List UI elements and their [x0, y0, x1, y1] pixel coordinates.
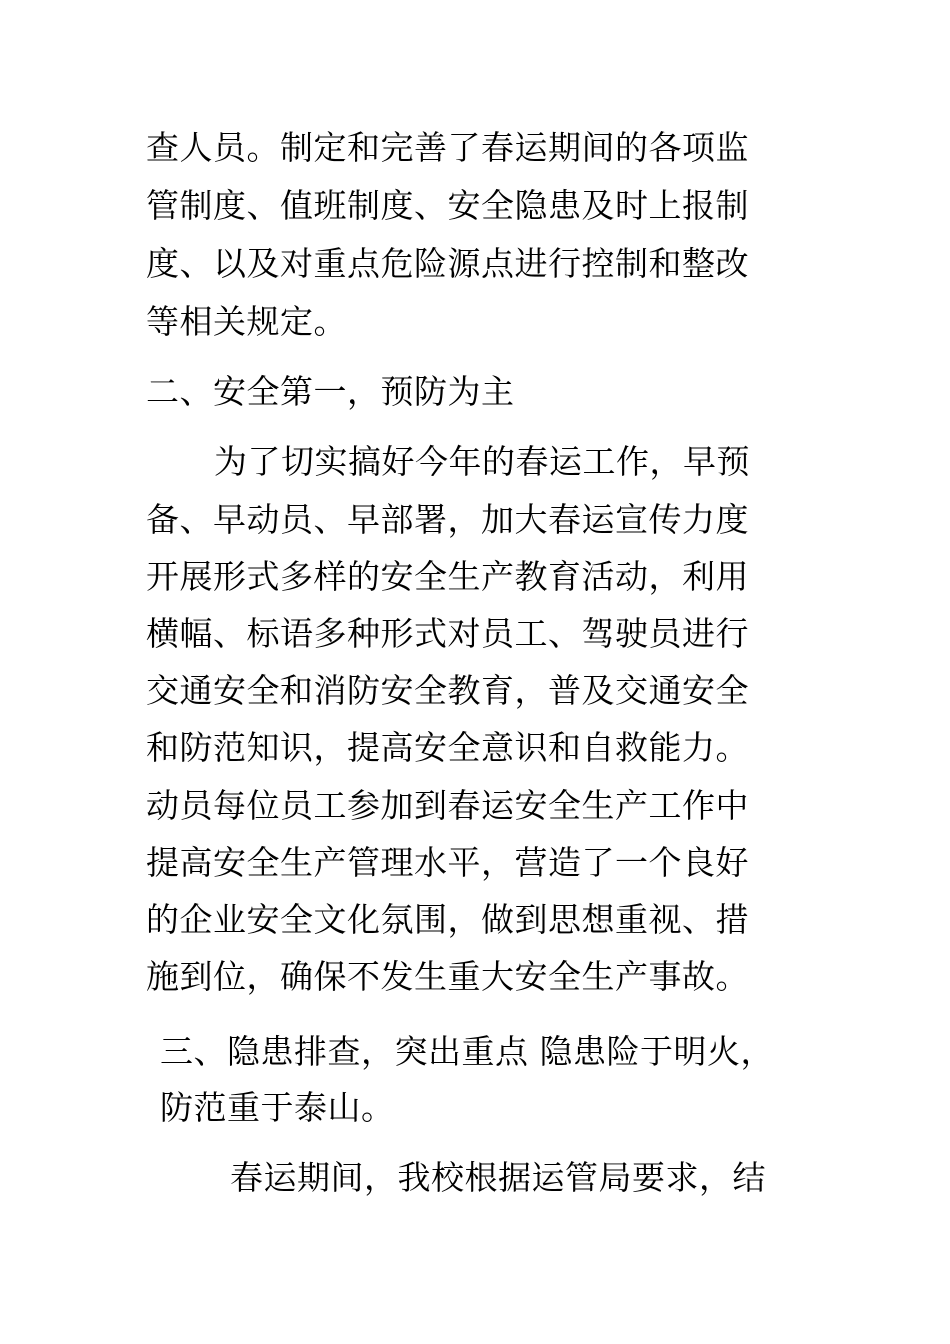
section-heading: 三、隐患排查，突出重点 隐患险于明火，: [160, 1032, 774, 1071]
paragraph-line: 备、早动员、早部署，加大春运宣传力度: [146, 500, 749, 539]
paragraph-line: 等相关规定。: [146, 302, 347, 341]
paragraph-line: 提高安全生产管理水平，营造了一个良好: [146, 843, 749, 882]
paragraph-line: 施到位，确保不发生重大安全生产事故。: [146, 957, 749, 996]
paragraph-line: 春运期间，我校根据运管局要求，结: [230, 1158, 766, 1197]
paragraph-line: 查人员。制定和完善了春运期间的各项监: [146, 128, 749, 167]
paragraph-line: 交通安全和消防安全教育，普及交通安全: [146, 671, 749, 710]
paragraph-line: 度、以及对重点危险源点进行控制和整改: [146, 244, 749, 283]
paragraph-line: 为了切实搞好今年的春运工作，早预: [214, 442, 750, 481]
section-heading: 二、安全第一，预防为主: [146, 372, 515, 411]
paragraph-line: 管制度、值班制度、安全隐患及时上报制: [146, 186, 749, 225]
paragraph-line: 开展形式多样的安全生产教育活动，利用: [146, 557, 749, 596]
paragraph-line: 和防范知识，提高安全意识和自救能力。: [146, 728, 749, 767]
paragraph-line: 的企业安全文化氛围，做到思想重视、措: [146, 900, 749, 939]
paragraph-line: 动员每位员工参加到春运安全生产工作中: [146, 786, 749, 825]
section-heading: 防范重于泰山。: [160, 1088, 395, 1127]
paragraph-line: 横幅、标语多种形式对员工、驾驶员进行: [146, 614, 749, 653]
